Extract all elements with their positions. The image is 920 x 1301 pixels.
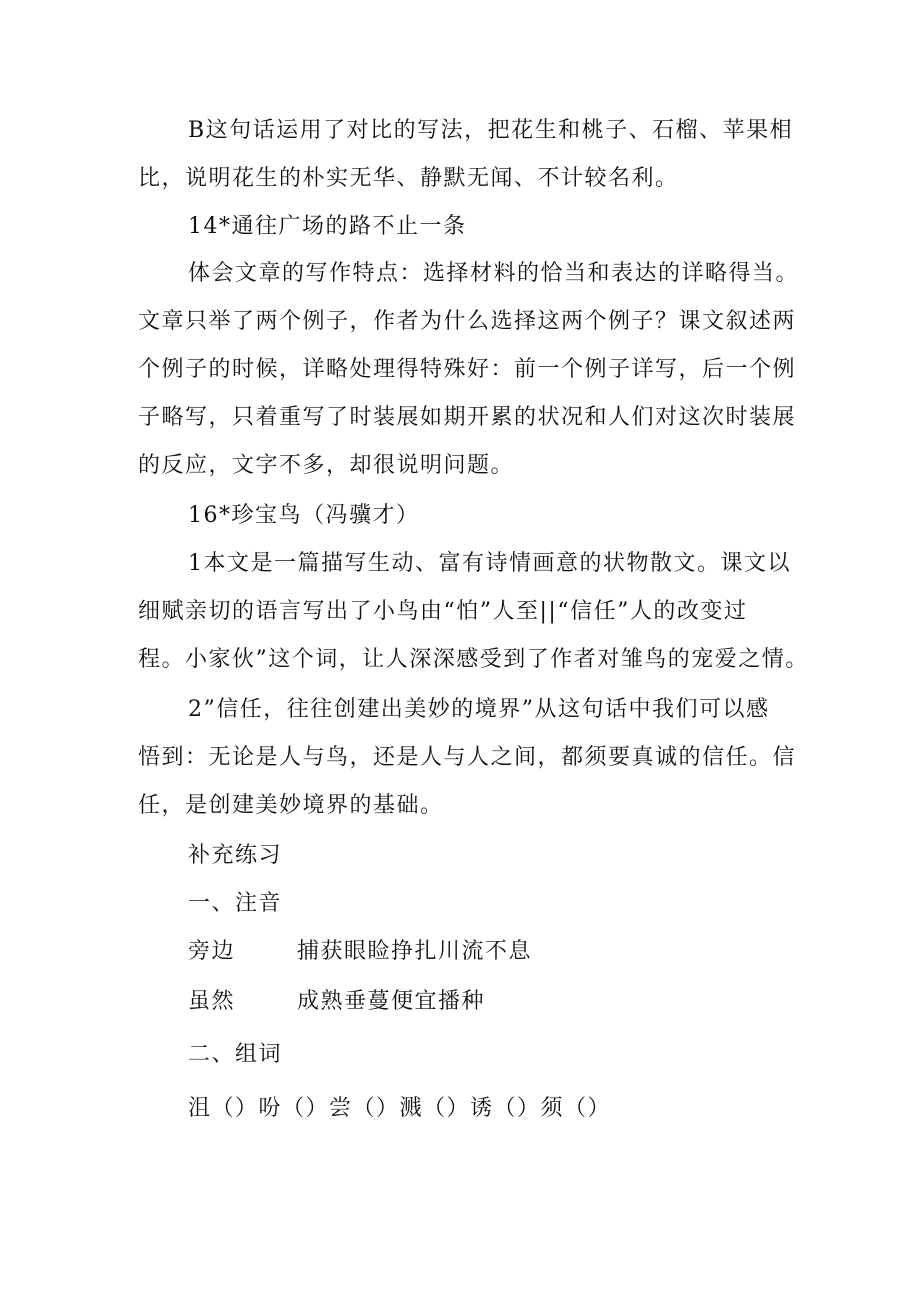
paragraph-line: B这句话运用了对比的写法，把花生和桃子、石榴、苹果相 (188, 118, 794, 143)
paragraph-line: 2”信任，往往创建出美妙的境界”从这句话中我们可以感 (188, 697, 770, 722)
paragraph-line: 的反应，文字不多，却很说明问题。 (138, 453, 515, 478)
word-formation-line: 沮（）吩（）尝（）溅（）诱（）须（） (188, 1096, 612, 1121)
section-heading: 一、注音 (188, 891, 283, 916)
section-heading: 14*通往广场的路不止一条 (188, 214, 467, 239)
pinyin-row-words: 成熟垂蔓便宜播种 (297, 989, 486, 1014)
pinyin-row (188, 987, 485, 1017)
paragraph-line: 悟到：无论是人与鸟，还是人与人之间，都须要真诚的信任。信 (138, 745, 797, 770)
paragraph-line: 子略写，只着重写了时装展如期开累的状况和人们对这次时装展 (138, 405, 797, 430)
pinyin-row (188, 937, 532, 967)
paragraph-line: 程。小家伙”这个词，让人深深感受到了作者对雏鸟的宠爱之情。 (138, 647, 809, 672)
paragraph-line: 比，说明花生的朴实无华、静默无闻、不计较名利。 (138, 166, 679, 191)
section-heading: 补充练习 (188, 843, 283, 868)
pinyin-row-label: 旁边 (188, 939, 236, 964)
paragraph-line: 任，是创建美妙境界的基础。 (138, 793, 444, 818)
paragraph-line: 细赋亲切的语言写出了小鸟由“怕”人至||“信任”人的改变过 (138, 599, 748, 624)
section-heading: 二、组词 (188, 1042, 283, 1067)
paragraph-line: 文章只举了两个例子，作者为什么选择这两个例子？课文叙述两 (138, 309, 797, 334)
pinyin-row-words: 捕获眼睑挣扎川流不息 (297, 939, 533, 964)
section-heading: 16*珍宝鸟（冯骥才） (188, 503, 420, 528)
paragraph-line: 1本文是一篇描写生动、富有诗情画意的状物散文。课文以 (188, 551, 791, 576)
paragraph-line: 个例子的时候，详略处理得特殊好：前一个例子详写，后一个例 (138, 357, 797, 382)
paragraph-line: 体会文章的写作特点：选择材料的恰当和表达的详略得当。 (188, 261, 800, 286)
pinyin-row-label: 虽然 (188, 989, 236, 1014)
